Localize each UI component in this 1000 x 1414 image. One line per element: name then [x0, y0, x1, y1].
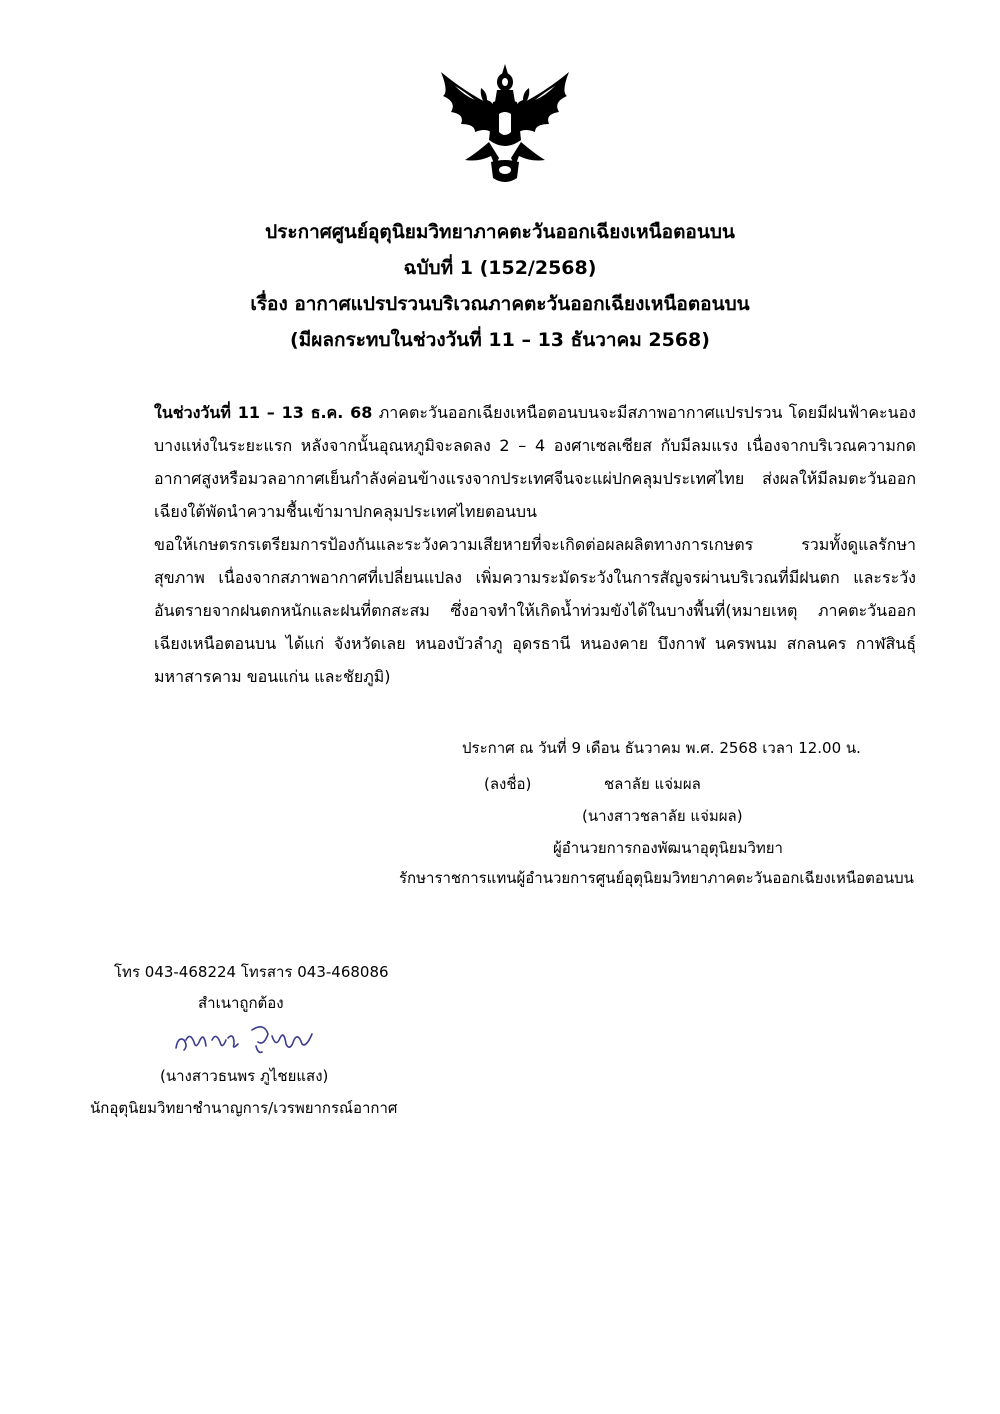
announcement-number: ฉบับที่ 1 (152/2568) — [403, 257, 597, 279]
certified-copy-label: สำเนาถูกต้อง — [198, 994, 284, 1012]
signer-acting-position: รักษาราชการแทนผู้อำนวยการศูนย์อุตุนิยมวิทยาภาคตะวันออกเฉียงเหนือตอนบน — [399, 869, 914, 887]
announcement-title-block — [0, 214, 1000, 358]
announcement-title: ประกาศศูนย์อุตุนิยมวิทยาภาคตะวันออกเฉียงเหนือตอนบน — [265, 221, 735, 243]
signer-full-name: (นางสาวชลาลัย แจ่มผล) — [582, 807, 743, 825]
announcement-effective-period: (มีผลกระทบในช่วงวันที่ 11 – 13 ธันวาคม 2568) — [290, 329, 710, 351]
handwritten-signature — [172, 1018, 322, 1058]
forecast-text: ภาคตะวันออกเฉียงเหนือตอนบนจะมีสภาพอากาศแปรปรวน โดยมีฝนฟ้าคะนองบางแห่งในระยะแรก หลังจากนั้นอุณหภูมิจะลดลง 2 – 4 องศาเซลเซียส กับมีลมแรง เนื่องจากบริเวณความกดอากาศสูงหรือมวลอากาศเย็นกำลังค่อนข้างแรงจากประเทศจีนจะแผ่ปกคลุมประเทศไทย ส่งผลให้มีลมตะวันออกเฉียงใต้พัดนำความชื้นเข้ามาปกคลุมประเทศไทยตอนบน — [154, 403, 916, 521]
copy-certifier-position: นักอุตุนิยมวิทยาชำนาญการ/เวรพยากรณ์อากาศ — [90, 1099, 398, 1117]
forecast-period: ในช่วงวันที่ 11 – 13 ธ.ค. 68 — [154, 403, 373, 422]
paragraph-forecast — [108, 396, 916, 528]
copy-certifier-name: (นางสาวธนพร ภูไชยแสง) — [160, 1067, 329, 1085]
signed-name: ชลาลัย แจ่มผล — [604, 775, 701, 793]
paragraph-advisory — [108, 528, 916, 693]
announce-date: ประกาศ ณ วันที่ 9 เดือน ธันวาคม พ.ศ. 2568 เวลา 12.00 น. — [462, 739, 861, 757]
advisory-text: ขอให้เกษตรกรเตรียมการป้องกันและระวังความเสียหายที่จะเกิดต่อผลผลิตทางการเกษตร รวมทั้งดูแลรักษาสุขภาพ เนื่องจากสภาพอากาศที่เปลี่ยนแปลง เพิ่มความระมัดระวังในการสัญจรผ่านบริเวณที่มีฝนตก และระวังอันตรายจากฝนตกหนักและฝนที่ตกสะสม ซึ่งอาจทำให้เกิดน้ำท่วมขังได้ในบางพื้นที่(หมายเหตุ ภาคตะวันออกเฉียงเหนือตอนบน ได้แก่ จังหวัดเลย หนองบัวลำภู อุดรธานี หนองคาย บึงกาฬ นครพนม สกลนคร กาฬสินธุ์ มหาสารคาม ขอนแก่น และชัยภูมิ) — [154, 535, 916, 686]
announcement-subject: เรื่อง อากาศแปรปรวนบริเวณภาคตะวันออกเฉียงเหนือตอนบน — [250, 293, 750, 315]
signer-position: ผู้อำนวยการกองพัฒนาอุตุนิยมวิทยา — [553, 839, 783, 857]
contact-phone-fax: โทร 043-468224 โทรสาร 043-468086 — [114, 963, 389, 981]
signed-label: (ลงชื่อ) — [484, 775, 532, 793]
announcement-body — [108, 396, 916, 693]
garuda-emblem-icon — [435, 62, 575, 190]
